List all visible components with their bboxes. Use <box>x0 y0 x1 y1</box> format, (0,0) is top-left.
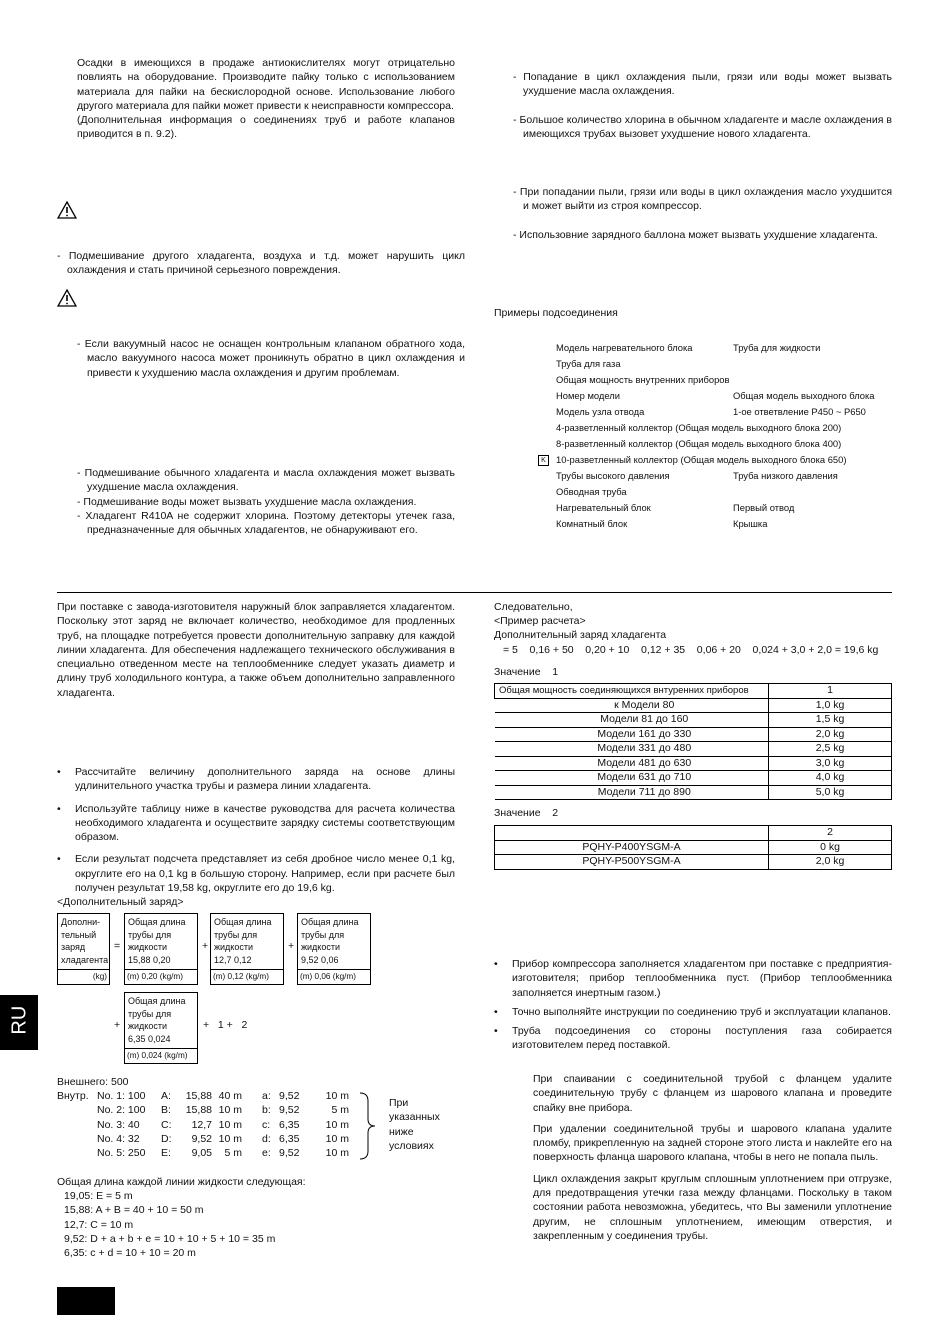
plus-sign: + <box>202 940 209 952</box>
inner-row <box>97 1132 357 1146</box>
table-row <box>495 756 892 771</box>
legend-row <box>556 516 896 532</box>
formula-title: <Дополнительный заряд> <box>57 896 184 908</box>
legend-row <box>556 436 896 452</box>
table-row <box>495 742 892 757</box>
inner-units-table <box>97 1089 357 1160</box>
note-item: - Большое количество хлорина в обычном хладагенте и масле охлаждения в имеющихся трубах вызовет ухудшение нового хладагента. <box>513 113 892 140</box>
pipe-len: 10 m <box>325 1147 349 1160</box>
legend-row <box>556 420 896 436</box>
table-cell: 2,0 kg <box>769 855 892 870</box>
table-cell: 1,5 kg <box>769 713 892 728</box>
legend-label: Труба для жидкости <box>733 342 821 353</box>
legend-row <box>556 484 896 500</box>
inner-row <box>97 1089 357 1103</box>
table-cell: Модели 711 до 890 <box>495 785 769 800</box>
table-header-cell: 1 <box>769 684 892 699</box>
calc-formula: = 5 0,16 + 50 0,20 + 10 0,12 + 35 0,06 + 20 0,024 + 3,0 + 2,0 = 19,6 kg <box>503 644 879 656</box>
warning-icon <box>57 201 77 219</box>
inner-unit: No. 3: 40 <box>97 1118 140 1131</box>
legend-label: Труба для газа <box>556 358 621 369</box>
box-unit: (m) 0,024 (kg/m) <box>127 1051 188 1060</box>
pipe-dia: 9,52 <box>279 1147 300 1160</box>
table-header-row <box>495 826 892 841</box>
box-divider <box>210 969 284 970</box>
paragraph: Цикл охлаждения закрыт круглым сплошным уплотнением при отгрузке, для предотвращения утечки газа между фланцами. Поскольку в таком состоянии работа невозможна, убедитесь, что Вы заменили уплотнение другим, не сплошным уплотнением, имеющим отверстия, и закрепленным у соединения трубы. <box>533 1172 892 1242</box>
totals-list <box>64 1189 275 1260</box>
legend-label: 8-разветленный коллектор (Общая модель выходного блока 400) <box>556 438 842 449</box>
box-divider <box>57 969 110 970</box>
note-item: - Подмешивание обычного хладагента и масла охлаждения может вызвать ухудшение масла охлаждения. <box>77 467 455 494</box>
pipe-code: a: <box>262 1090 271 1102</box>
inner-row <box>97 1118 357 1132</box>
table-row <box>495 840 892 855</box>
flange-paragraphs <box>533 1072 892 1243</box>
pipe-dia: 9,05 <box>191 1147 212 1160</box>
legend-row <box>556 372 896 388</box>
box-text: Дополни- тельный заряд хладагента <box>61 917 109 965</box>
note-item: - Хладагент R410A не содержит хлорина. Поэтому детекторы утечек газа, предназначенные для обычных хладагентов, не обнаруживают его. <box>77 509 455 537</box>
pipe-dia: 12,7 <box>191 1118 212 1131</box>
inner-unit: No. 5: 250 <box>97 1147 146 1160</box>
refrigerant-notes <box>77 466 455 537</box>
paragraph: При спаивании с соединительной трубой с фланцем удалите соединительную трубу с фланцем из шарового клапана и проведите спайку вне прибора. <box>533 1073 892 1114</box>
inner-row <box>97 1146 357 1160</box>
total-line: 15,88: A + B = 40 + 10 = 50 m <box>64 1204 204 1217</box>
table-header-cell <box>495 826 769 841</box>
bullet-item: • Труба подсоединения со стороны поступления газа собирается изготовителем перед поставкой. <box>494 1024 892 1053</box>
note-item: - Подмешивание воды может вызвать ухудшение масла охлаждения. <box>77 495 417 508</box>
pipe-code: A: <box>161 1090 171 1102</box>
legend-label: Труба низкого давления <box>733 470 838 481</box>
page-number-block <box>57 1287 115 1315</box>
equals-sign: = <box>114 940 121 952</box>
box-text: Общая длина трубы для жидкости 9,52 0,06 <box>301 917 359 965</box>
value1-label: Значение 1 <box>494 666 559 678</box>
reference-paragraph: (Дополнительная информация о соединениях труб и работе клапанов приводится в п. 9.2). <box>77 114 455 141</box>
box-unit: (kg) <box>92 972 107 981</box>
total-line: 12,7: C = 10 m <box>64 1218 134 1231</box>
table-cell: Модели 331 до 480 <box>495 742 769 757</box>
table-cell: 2,0 kg <box>769 727 892 742</box>
pipe-dia: 9,52 <box>191 1132 212 1145</box>
pipe-code: d: <box>262 1132 271 1145</box>
table-header-cell: Общая мощность соединяющихся внтуренних приборов <box>495 684 769 699</box>
table-row <box>495 771 892 786</box>
solder-paragraph: Осадки в имеющихся в продаже антиокислителях могут отрицательно повлиять на оборудование. Производите пайку только с использованием материала для пайки на бескислородной основе. Использование любого другого материала для пайки может привести к неисправности компрессора. <box>77 57 455 112</box>
pipe-len: 40 m <box>218 1090 242 1102</box>
table-row <box>495 698 892 713</box>
note-item: - Попадание в цикл охлаждения пыли, грязи или воды может вызвать ухудшение масла охлаждения. <box>513 71 892 98</box>
outer-unit: Внешнего: 500 <box>57 1076 129 1088</box>
k-marker: K <box>538 455 549 466</box>
total-line: 19,05: E = 5 m <box>64 1190 133 1202</box>
table-cell: PQHY-P500YSGM-A <box>495 855 769 870</box>
legend-row <box>556 356 896 372</box>
totals-title: Общая длина каждой линии жидкости следующая: <box>57 1176 306 1188</box>
legend-label: 1-ое ответвление P450 ~ P650 <box>733 406 866 417</box>
table-cell: Модели 161 до 330 <box>495 727 769 742</box>
contamination-notes-a <box>513 70 892 141</box>
table-cell: 4,0 kg <box>769 771 892 786</box>
pipe-len: 10 m <box>325 1118 349 1131</box>
legend-label: 4-разветленный коллектор (Общая модель выходного блока 200) <box>556 422 842 433</box>
table-cell: Модели 631 до 710 <box>495 771 769 786</box>
pipe-len: 10 m <box>325 1090 349 1102</box>
total-line: 9,52: D + a + b + e = 10 + 10 + 5 + 10 = 35 m <box>64 1232 276 1245</box>
table-cell: 5,0 kg <box>769 785 892 800</box>
table-cell: 0 kg <box>769 840 892 855</box>
legend-label: Номер модели <box>556 390 620 401</box>
box-text: Общая длина трубы для жидкости 15,88 0,20 <box>128 917 186 965</box>
connection-legend <box>556 340 896 532</box>
legend-label: Общая модель выходного блока <box>733 390 875 401</box>
legend-label: 10-разветленный коллектор (Общая модель выходного блока 650) <box>556 454 847 465</box>
language-tab-label: RU <box>8 1005 31 1035</box>
box-divider <box>124 969 198 970</box>
total-line: 6,35: c + d = 10 + 10 = 20 m <box>64 1247 196 1260</box>
box-divider <box>297 969 371 970</box>
inner-unit: No. 4: 32 <box>97 1132 140 1145</box>
shipment-bullets <box>494 957 892 1053</box>
calc-example-label: <Пример расчета> <box>494 615 586 627</box>
pipe-dia: 15,88 <box>185 1104 212 1117</box>
paragraph: При удалении соединительной трубы и шарового клапана удалите пломбу, прикрепленную на задней стороне этого листа и наклейте его на поверхность фланца шарового клапана, чтобы в него не попала пыль. <box>533 1122 892 1164</box>
table-cell: Модели 481 до 630 <box>495 756 769 771</box>
box-text: Общая длина трубы для жидкости 6,35 0,024 <box>128 996 186 1044</box>
table-header-row <box>495 684 892 699</box>
bullet-item: • Используйте таблицу ниже в качестве руководства для расчета количества необходимого хладагента и осуществите зарядку системы соответствующим образом. <box>57 802 455 845</box>
curly-brace-icon <box>358 1091 378 1161</box>
bullet-item: • Точно выполняйте инструкции по соединению труб и эксплуатации клапанов. <box>494 1005 892 1019</box>
pipe-len: 10 m <box>325 1132 349 1145</box>
contamination-notes-b <box>513 185 892 242</box>
warning-item: - Подмешивание другого хладагента, воздуха и т.д. может нарушить цикл охлаждения и стать причиной серьезного повреждения. <box>57 250 465 277</box>
pipe-code: e: <box>262 1147 271 1160</box>
table-cell: 2,5 kg <box>769 742 892 757</box>
box-unit: (m) 0,06 (kg/m) <box>300 972 356 981</box>
pipe-code: c: <box>262 1118 271 1131</box>
section-divider <box>57 592 892 593</box>
table-cell: Модели 81 до 160 <box>495 713 769 728</box>
table-cell: к Модели 80 <box>495 698 769 713</box>
charge-bullets <box>57 765 455 895</box>
pipe-dia: 15,88 <box>185 1090 212 1102</box>
plus-sign: + <box>114 1019 121 1031</box>
legend-row <box>556 404 896 420</box>
pipe-code: D: <box>161 1132 172 1145</box>
language-tab <box>0 995 38 1050</box>
legend-label: Трубы высокого давления <box>556 470 670 481</box>
pipe-code: B: <box>161 1104 171 1117</box>
table-row <box>495 855 892 870</box>
formula-tail: + 1 + 2 <box>203 1019 248 1031</box>
examples-title: Примеры подсоединения <box>494 307 618 319</box>
table-cell: PQHY-P400YSGM-A <box>495 840 769 855</box>
legend-row <box>556 468 896 484</box>
table-row <box>495 713 892 728</box>
pipe-dia: 9,52 <box>279 1104 300 1117</box>
pipe-dia: 9,52 <box>279 1090 300 1102</box>
legend-label: Нагревательный блок <box>556 502 651 513</box>
capacity-table <box>494 683 892 800</box>
table-cell: 1,0 kg <box>769 698 892 713</box>
pipe-dia: 6,35 <box>279 1118 300 1131</box>
solder-warning-text <box>57 56 455 142</box>
pipe-dia: 6,35 <box>279 1132 300 1145</box>
pipe-len: 10 m <box>218 1118 242 1131</box>
legend-label: Первый отвод <box>733 502 795 513</box>
bullet-item: • Прибор компрессора заполняется хладагентом при поставке с предприятия-изготовителя; прибор теплообменника пуст. (Прибор теплообменника заполняется инертным газом.) <box>494 957 892 1000</box>
table-header-cell: 2 <box>769 826 892 841</box>
inner-unit: No. 1: 100 <box>97 1090 146 1102</box>
pipe-code: C: <box>161 1118 172 1131</box>
legend-label: Обводная труба <box>556 486 627 497</box>
legend-row <box>556 452 896 468</box>
bullet-item: • Если результат подсчета представляет из себя дробное число менее 0,1 kg, округлите его на 0,1 kg в большую сторону. Например, если при расчете был получен результат 19,58 kg, округлите его до 19,6 kg. <box>57 852 455 895</box>
pipe-len: 5 m <box>224 1147 242 1160</box>
inner-label: Внутр. <box>57 1090 89 1102</box>
value2-label: Значение 2 <box>494 807 559 819</box>
note-item: - Использовние зарядного баллона может вызвать ухудшение хладагента. <box>513 228 878 241</box>
legend-row <box>556 388 896 404</box>
additional-charge-label: Дополнительный заряд хладагента <box>494 629 667 641</box>
caution-icon <box>57 289 77 307</box>
inner-row <box>97 1103 357 1117</box>
charge-intro: При поставке с завода-изготовителя наружный блок заправляется хладагентом. Поскольку этот заряд не включает количество, необходимое для продленных труб, на площадке потребуется провести дополнительную заправку для каждой линии хладагента. Для обеспечения надлежащего технического обслуживания в специально отведенном месте на теплообменнике следует указать диаметр и длину труб холодильного контура, а также объем дополнительно заправленного хладагента. <box>57 601 455 699</box>
table-row <box>495 727 892 742</box>
pipe-len: 10 m <box>218 1104 242 1117</box>
therefore-label: Следовательно, <box>494 601 573 613</box>
bullet-item: • Рассчитайте величину дополнительного заряда на основе длины удлинительного участка трубы и размера линии хладагента. <box>57 765 455 794</box>
legend-label: Модель узла отвода <box>556 406 645 417</box>
legend-label: Модель нагревательного блока <box>556 342 693 353</box>
box-text: Общая длина трубы для жидкости 12,7 0,12 <box>214 917 272 965</box>
table-cell: 3,0 kg <box>769 756 892 771</box>
legend-row <box>556 340 896 356</box>
legend-label: Общая мощность внутренних приборов <box>556 374 730 385</box>
pipe-len: 5 m <box>331 1104 349 1117</box>
model-table <box>494 825 892 870</box>
legend-label: Крышка <box>733 518 768 529</box>
conditions-note: При указанных ниже условиях <box>389 1097 440 1152</box>
legend-row <box>556 500 896 516</box>
note-item: - При попадании пыли, грязи или воды в цикл охлаждения масло ухудшится и может выйти из строя компрессор. <box>513 186 892 213</box>
box-unit: (m) 0,20 (kg/m) <box>127 972 183 981</box>
table-row <box>495 785 892 800</box>
legend-label: Комнатный блок <box>556 518 628 529</box>
caution-item: - Если вакуумный насос не оснащен контрольным клапаном обратного хода, масло вакуумного насоса может проникнуть обратно в цикл охлаждения и привести к ухудшению масла охлаждения и другим проблемам. <box>77 338 465 379</box>
pipe-code: b: <box>262 1104 271 1117</box>
box-divider <box>124 1048 198 1049</box>
inner-unit: No. 2: 100 <box>97 1104 146 1117</box>
plus-sign: + <box>288 940 295 952</box>
pipe-len: 10 m <box>218 1132 242 1145</box>
box-unit: (m) 0,12 (kg/m) <box>213 972 269 981</box>
pipe-code: E: <box>161 1147 171 1160</box>
